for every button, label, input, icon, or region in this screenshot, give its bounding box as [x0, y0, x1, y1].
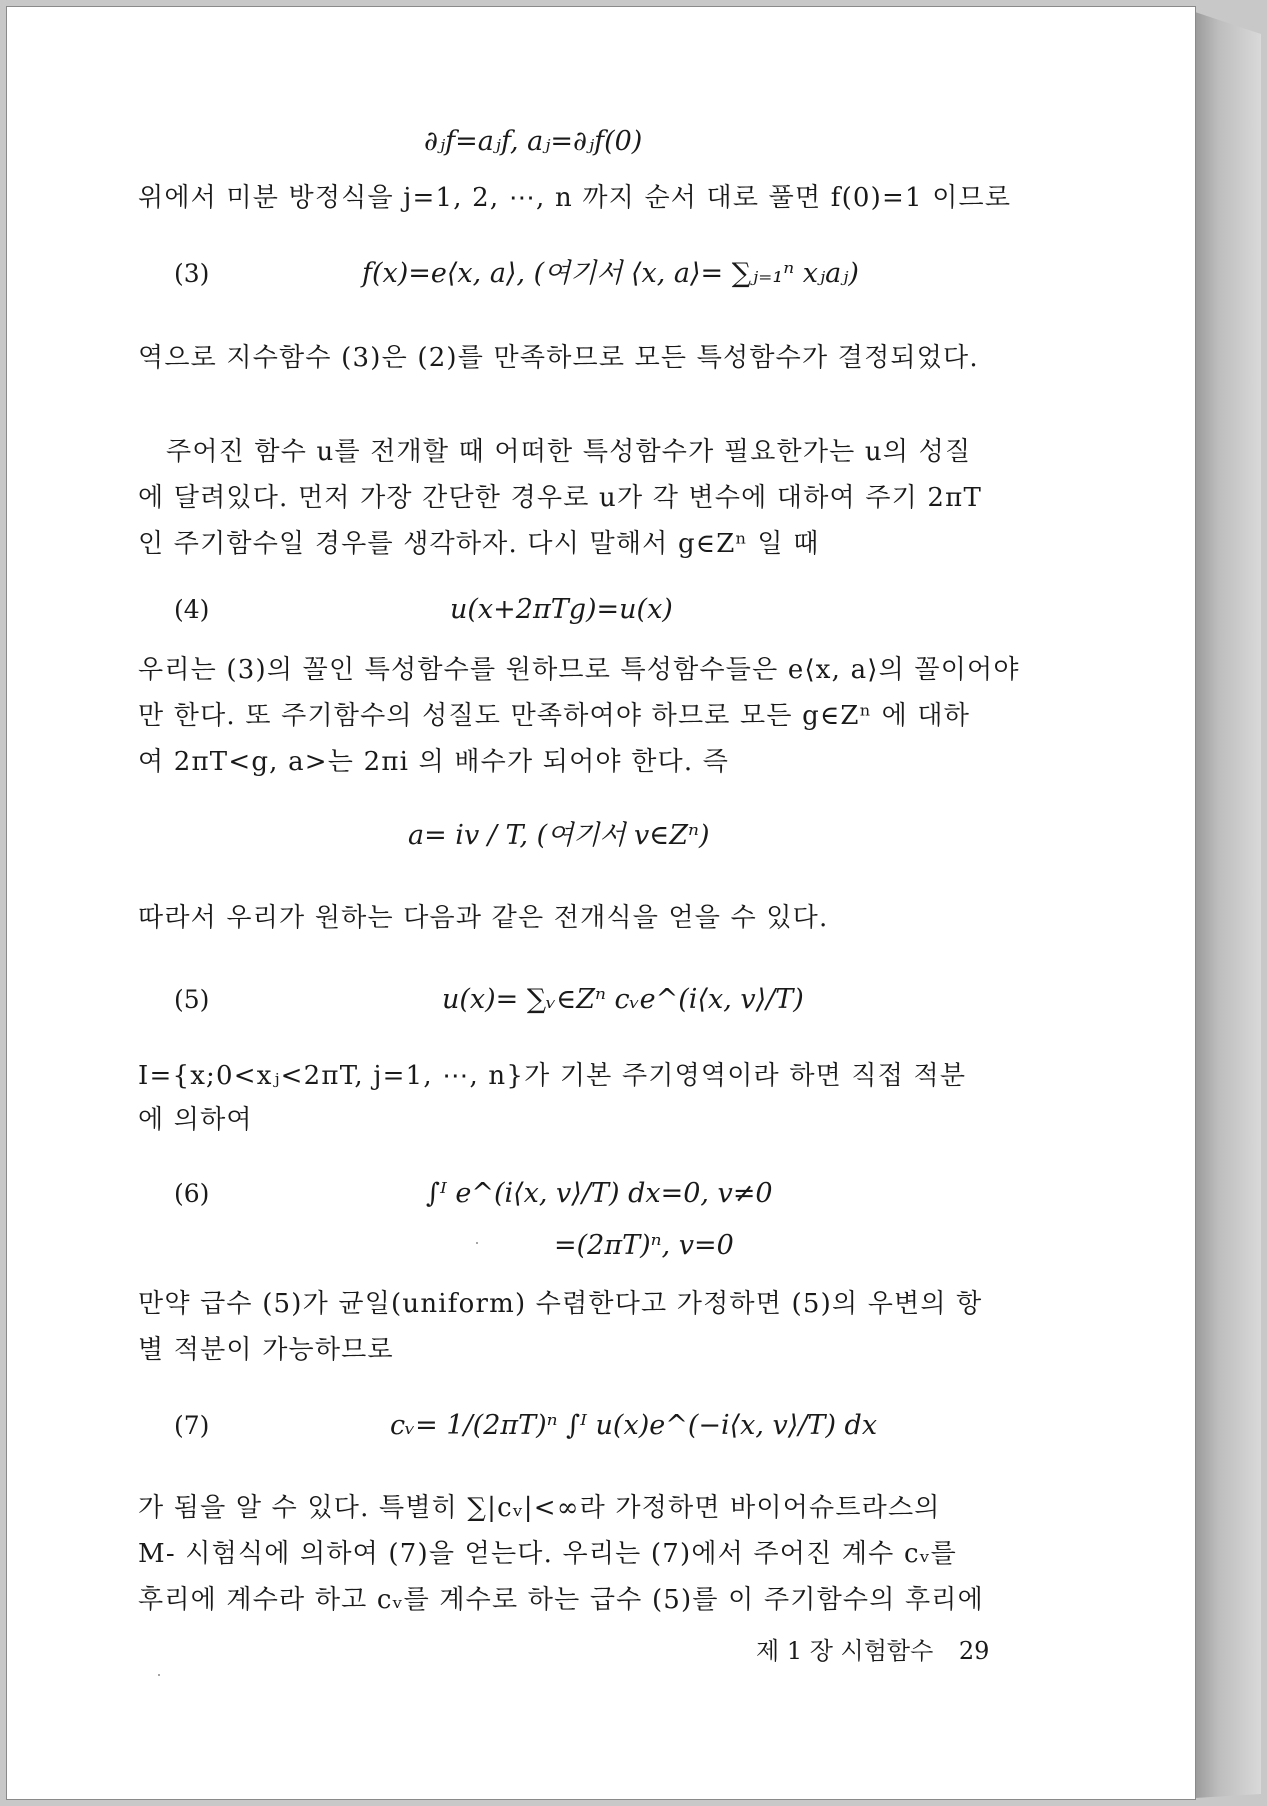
page-edge-shadow — [1195, 12, 1261, 1798]
equation-7: cᵥ= 1/(2πT)ⁿ ∫ᴵ u(x)e^(−i⟨x, v⟩/T) dx — [390, 1410, 878, 1441]
scan-speck — [158, 1674, 160, 1676]
page-footer — [756, 1634, 989, 1668]
equation-number: (4) — [174, 595, 210, 624]
page-number: 29 — [958, 1637, 990, 1665]
text-line: 에 의하여 — [138, 1105, 253, 1135]
text-line: 여 2πT<g, a>는 2πi 의 배수가 되어야 한다. 즉 — [138, 747, 730, 777]
text-line: 에 달려있다. 먼저 가장 간단한 경우로 u가 각 변수에 대하여 주기 2πT — [138, 483, 982, 513]
equation-number: (7) — [174, 1411, 210, 1440]
equation-6-line-1: ∫ᴵ e^(i⟨x, v⟩/T) dx=0, v≠0 — [426, 1178, 773, 1209]
scan-speck — [476, 1242, 478, 1244]
equation-number: (6) — [174, 1179, 210, 1208]
text-line: M- 시험식에 의하여 (7)을 얻는다. 우리는 (7)에서 주어진 계수 cᵥ를 — [138, 1539, 957, 1569]
text-line: 따라서 우리가 원하는 다음과 같은 전개식을 얻을 수 있다. — [138, 903, 829, 933]
equation-5: u(x)= ∑ᵥ∈Zⁿ cᵥe^(i⟨x, v⟩/T) — [442, 984, 804, 1015]
text-line: 주어진 함수 u를 전개할 때 어떠한 특성함수가 필요한가는 u의 성질 — [166, 437, 972, 467]
text-line: 위에서 미분 방정식을 j=1, 2, ⋯, n 까지 순서 대로 풀면 f(0)=1 이므로 — [138, 183, 1012, 213]
chapter-title: 제 1 장 시험함수 — [756, 1637, 934, 1665]
equation-number: (5) — [174, 985, 210, 1014]
text-line: I={x;0<xⱼ<2πT, j=1, ⋯, n}가 기본 주기영역이라 하면 직접 적분 — [138, 1061, 967, 1091]
equation-3: f(x)=e⟨x, a⟩, (여기서 ⟨x, a⟩= ∑ⱼ₌₁ⁿ xⱼaⱼ) — [362, 258, 859, 289]
equation-6-line-2: =(2πT)ⁿ, v=0 — [554, 1230, 734, 1261]
equation-top: ∂ⱼf=aⱼf, aⱼ=∂ⱼf(0) — [424, 126, 643, 157]
text-line: 만약 급수 (5)가 균일(uniform) 수렴한다고 가정하면 (5)의 우변의 항 — [138, 1289, 983, 1319]
text-line: 역으로 지수함수 (3)은 (2)를 만족하므로 모든 특성함수가 결정되었다. — [138, 343, 979, 373]
text-line: 우리는 (3)의 꼴인 특성함수를 원하므로 특성함수들은 e⟨x, a⟩의 꼴이어야 — [138, 655, 1020, 685]
equation-a: a= iv / T, (여기서 v∈Zⁿ) — [408, 820, 710, 851]
text-line: 인 주기함수일 경우를 생각하자. 다시 말해서 g∈Zⁿ 일 때 — [138, 529, 820, 559]
book-page — [6, 6, 1196, 1800]
equation-4: u(x+2πTg)=u(x) — [450, 594, 673, 625]
text-line: 만 한다. 또 주기함수의 성질도 만족하여야 하므로 모든 g∈Zⁿ 에 대하 — [138, 701, 971, 731]
text-line: 가 됨을 알 수 있다. 특별히 ∑|cᵥ|<∞라 가정하면 바이어슈트라스의 — [138, 1493, 941, 1523]
text-line: 별 적분이 가능하므로 — [138, 1335, 394, 1365]
text-line: 후리에 계수라 하고 cᵥ를 계수로 하는 급수 (5)를 이 주기함수의 후리에 — [138, 1585, 984, 1615]
equation-number: (3) — [174, 259, 210, 288]
